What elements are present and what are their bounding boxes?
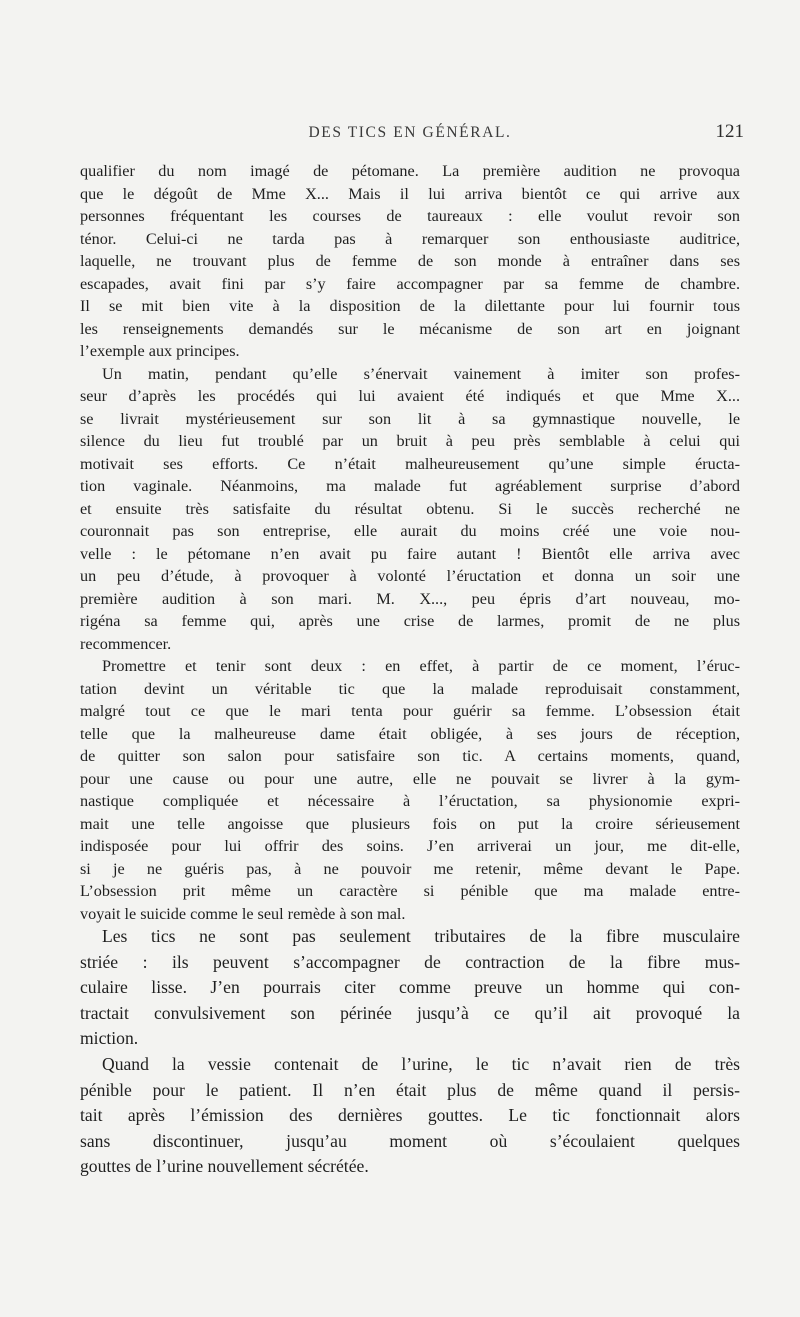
text-line: nastique compliquée et nécessaire à l’éructation, sa physionomie expri-: [80, 792, 740, 810]
text-line: malgré tout ce que le mari tenta pour guérir sa femme. L’obsession était: [80, 702, 740, 720]
text-line: rigéna sa femme qui, après une crise de larmes, promit de ne plus: [80, 612, 740, 630]
text-line: Quand la vessie contenait de l’urine, le tic n’avait rien de très: [102, 1053, 740, 1074]
text-line: indisposée pour lui offrir des soins. J’en arriverai un jour, me dit-elle,: [80, 837, 740, 855]
text-line: qualifier du nom imagé de pétomane. La première audition ne provoqua: [80, 162, 740, 180]
text-line: miction.: [80, 1028, 139, 1049]
text-line: et ensuite très satisfaite du résultat obtenu. Si le succès recherché ne: [80, 499, 740, 518]
text-line: de quitter son salon pour satisfaire son tic. A certains moments, quand,: [80, 747, 740, 765]
page-number: 121: [715, 121, 744, 142]
text-line: que le dégoût de Mme X... Mais il lui arriva bientôt ce qui arrive aux: [80, 184, 740, 203]
text-line: couronnait pas son entreprise, elle aurait du moins créé une voie nou-: [80, 522, 740, 540]
running-title: DES TICS EN GÉNÉRAL.: [308, 124, 512, 141]
text-line: telle que la malheureuse dame était obligée, à ses jours de réception,: [80, 724, 740, 743]
text-line: l’exemple aux principes.: [80, 342, 240, 360]
text-line: culaire lisse. J’en pourrais citer comme preuve un homme qui con-: [80, 977, 740, 998]
text-line: tion vaginale. Néanmoins, ma malade fut agréablement surprise d’abord: [80, 477, 740, 495]
text-line: laquelle, ne trouvant plus de femme de son monde à entraîner dans ses: [80, 252, 740, 270]
text-line: tractait convulsivement son périnée jusqu’à ce qu’il ait provoqué la: [80, 1002, 740, 1023]
text-line: première audition à son mari. M. X..., peu épris d’art nouveau, mo-: [80, 589, 740, 608]
text-line: gouttes de l’urine nouvellement sécrétée.: [80, 1156, 369, 1177]
text-line: voyait le suicide comme le seul remède à son mal.: [80, 904, 406, 923]
text-line: les renseignements demandés sur le mécanisme de son art en joignant: [80, 319, 740, 338]
text-line: mait une telle angoisse que plusieurs fois on put la croire sérieusement: [80, 814, 740, 833]
text-line: pénible pour le patient. Il n’en était plus de même quand il persis-: [80, 1079, 740, 1100]
text-line: L’obsession prit même un caractère si pénible que ma malade entre-: [80, 882, 740, 900]
text-line: pour une cause ou pour une autre, elle ne pouvait se livrer à la gym-: [80, 769, 740, 788]
text-line: Il se mit bien vite à la disposition de la dilettante pour lui fournir tous: [80, 297, 740, 315]
text-line: velle : le pétomane n’en avait pu faire autant ! Bientôt elle arriva avec: [80, 544, 740, 563]
text-line: striée : ils peuvent s’accompagner de contraction de la fibre mus-: [80, 951, 740, 972]
body-text-block-large: [80, 924, 740, 1180]
text-line: personnes fréquentant les courses de taureaux : elle voulut revoir son: [80, 207, 740, 225]
text-line: tation devint un véritable tic que la malade reproduisait constamment,: [80, 679, 740, 698]
text-line: motivait ses efforts. Ce n’était malheureusement qu’une simple éructa-: [80, 454, 740, 473]
text-line: seur d’après les procédés qui lui avaient été indiqués et que Mme X...: [80, 387, 740, 405]
text-line: ténor. Celui-ci ne tarda pas à remarquer son enthousiaste auditrice,: [80, 229, 740, 248]
text-line: sans discontinuer, jusqu’au moment où s’écoulaient quelques: [80, 1130, 740, 1151]
text-line: Les tics ne sont pas seulement tributaires de la fibre musculaire: [102, 926, 740, 946]
text-line: un peu d’étude, à provoquer à volonté l’éructation et donna un soir une: [80, 567, 740, 585]
text-line: escapades, avait fini par s’y faire accompagner par sa femme de chambre.: [80, 274, 740, 293]
text-line: tait après l’émission des dernières gouttes. Le tic fonctionnait alors: [80, 1105, 740, 1126]
running-head: [80, 121, 744, 148]
body-text-block-small: [80, 160, 740, 925]
text-line: silence du lieu fut troublé par un bruit à peu près semblable à celui qui: [80, 432, 740, 450]
text-line: Promettre et tenir sont deux : en effet, à partir de ce moment, l’éruc-: [102, 657, 740, 675]
text-line: Un matin, pendant qu’elle s’énervait vainement à imiter son profes-: [102, 364, 740, 383]
text-line: recommencer.: [80, 634, 172, 653]
text-line: se livrait mystérieusement sur son lit à sa gymnastique nouvelle, le: [80, 409, 740, 428]
text-line: si je ne guéris pas, à ne pouvoir me retenir, même devant le Pape.: [80, 859, 740, 878]
